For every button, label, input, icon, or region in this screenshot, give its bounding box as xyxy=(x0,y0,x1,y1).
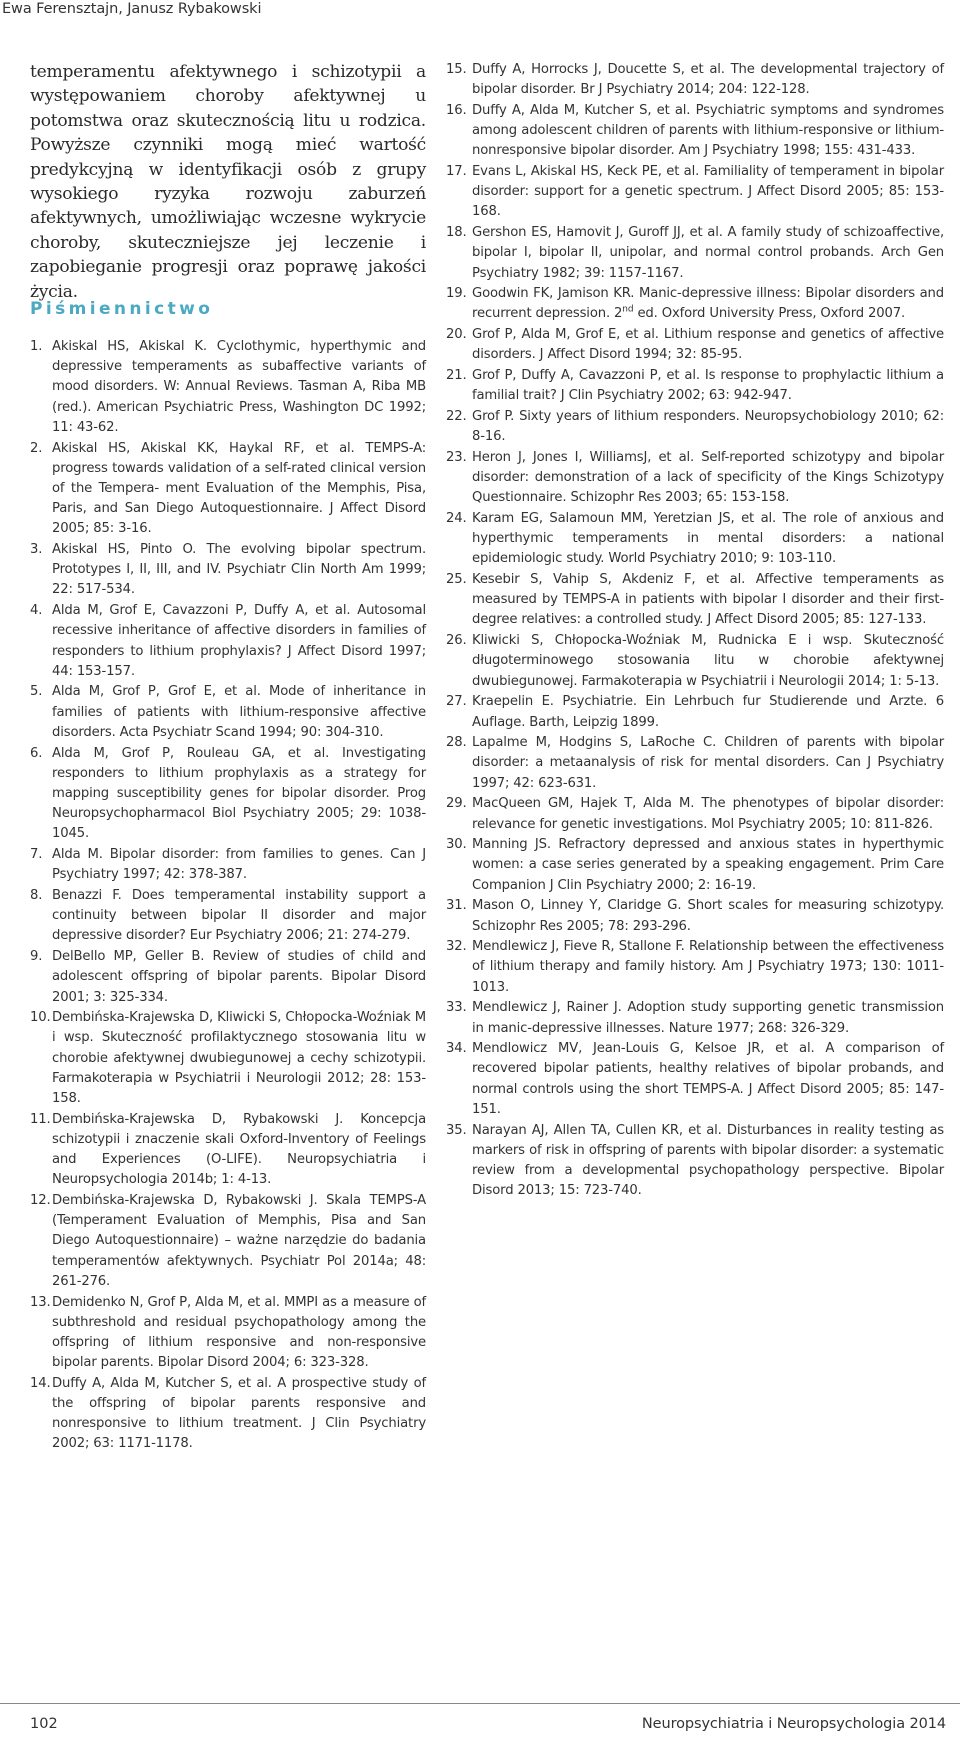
reference-number: 18. xyxy=(446,225,467,241)
reference-text: Mendlewicz J, Rainer J. Adoption study supporting genetic transmission in manic-depressive illnesses. Nature 1977; 268: 326-329. xyxy=(472,1000,944,1036)
right-column xyxy=(446,60,944,1202)
footer-divider xyxy=(0,1703,960,1704)
reference-item xyxy=(30,845,426,885)
reference-number: 34. xyxy=(446,1041,467,1057)
reference-number: 35. xyxy=(446,1122,467,1138)
reference-item xyxy=(446,1039,944,1120)
reference-item xyxy=(446,223,944,284)
reference-item xyxy=(446,937,944,998)
reference-text: Alda M, Grof E, Cavazzoni P, Duffy A, et al. Autosomal recessive inheritance of affective disorders in families of responders to lithium prophylaxis? J Affect Disord 1997; 44: 153-157. xyxy=(52,603,426,679)
reference-number: 30. xyxy=(446,837,467,853)
reference-number: 14. xyxy=(30,1375,51,1391)
left-column xyxy=(30,60,426,1452)
reference-number: 19. xyxy=(446,286,467,302)
reference-text-continued: ed. Oxford University Press, Oxford 2007. xyxy=(633,306,906,322)
reference-number: 15. xyxy=(446,62,467,77)
reference-text: Mendlewicz J, Fieve R, Stallone F. Relationship between the effectiveness of lithium therapy and family history. Am J Psychiatry 1973; 130: 1011-1013. xyxy=(472,939,944,995)
reference-text: Duffy A, Alda M, Kutcher S, et al. Psychiatric symptoms and syndromes among adolescent children of parents with lithium-responsive or lithium-nonresponsive bipolar disorder. Am J Psychiatry 1998; 155: 431-433. xyxy=(472,102,944,159)
reference-item xyxy=(30,1191,426,1292)
reference-number: 9. xyxy=(30,949,43,965)
reference-text: Mason O, Linney Y, Claridge G. Short scales for measuring schizotypy. Schizophr Res 2005; 78: 293-296. xyxy=(472,898,944,934)
reference-number: 4. xyxy=(30,603,43,619)
reference-text: Akiskal HS, Akiskal KK, Haykal RF, et al. TEMPS-A: progress towards validation of a self-rated clinical version of the Tempera- ment Evaluation of the Memphis, Pisa, Paris, and San Diego Autoquestionnaire. J Affect Disord 2005; 85: 3-16. xyxy=(52,440,426,537)
reference-item xyxy=(30,1008,426,1109)
reference-text: Dembińska-Krajewska D, Kliwicki S, Chłopocka-Woźniak M i wsp. Skuteczność profilaktycznego stosowania litu w chorobie afektywnej dwubiegunowej a cechy schizotypii. Farmakoterapia w Psychiatrii i Neurologii 2012; 28: 153-158. xyxy=(52,1010,426,1107)
reference-item xyxy=(30,1110,426,1191)
reference-item xyxy=(446,448,944,509)
reference-number: 13. xyxy=(30,1294,51,1310)
reference-text: Akiskal HS, Akiskal K. Cyclothymic, hyperthymic and depressive temperaments as subaffective variants of mood disorders. W: Annual Reviews. Tasman A, Riba MB (red.). American Psychiatric Press, Washington DC 1992; 11: 43-62. xyxy=(52,339,426,435)
reference-item xyxy=(446,162,944,223)
reference-item xyxy=(446,509,944,570)
reference-item xyxy=(446,896,944,936)
references-heading: Piśmiennictwo xyxy=(30,299,214,319)
reference-item xyxy=(30,682,426,743)
reference-item xyxy=(30,1293,426,1374)
reference-text: Heron J, Jones I, WilliamsJ, et al. Self-reported schizotypy and bipolar disorder: demonstration of a lack of specificity of the Kings Schizotypy Questionnaire. Schizophr Res 2003; 65: 153-158. xyxy=(472,449,944,506)
reference-text: Benazzi F. Does temperamental instability support a continuity between bipolar II disorder and major depressive disorder? Eur Psychiatry 2006; 21: 274-279. xyxy=(52,887,426,944)
reference-number: 1. xyxy=(30,339,43,354)
reference-item xyxy=(30,540,426,601)
reference-number: 17. xyxy=(446,164,467,180)
reference-text: Evans L, Akiskal HS, Keck PE, et al. Familiality of temperament in bipolar disorder: support for a genetic spectrum. J Affect Disord 2005; 85: 153-168. xyxy=(472,164,944,220)
reference-text: Demidenko N, Grof P, Alda M, et al. MMPI as a measure of subthreshold and residual psychopathology among the offspring of lithium responsive and non-responsive bipolar parents. Bipolar Disord 2004; 6: 323-328. xyxy=(52,1294,426,1371)
reference-text: MacQueen GM, Hajek T, Alda M. The phenotypes of bipolar disorder: relevance for genetic investigations. Mol Psychiatry 2005; 10: 811-826. xyxy=(472,796,944,832)
reference-item xyxy=(446,1121,944,1202)
reference-text: Alda M, Grof P, Rouleau GA, et al. Investigating responders to lithium prophylaxis as a strategy for mapping susceptibility genes for bipolar disorder. Prog Neuropsychopharmacol Biol Psychiatry 2005; 29: 1038-1045. xyxy=(52,745,426,842)
reference-text: Duffy A, Horrocks J, Doucette S, et al. The developmental trajectory of bipolar disorder. Br J Psychiatry 2014; 204: 122-128. xyxy=(472,62,944,98)
reference-item xyxy=(30,1374,426,1455)
reference-text: Alda M, Grof P, Grof E, et al. Mode of inheritance in families of patients with lithium-responsive affective disorders. Acta Psychiatr Scand 1994; 90: 304-310. xyxy=(52,684,426,740)
reference-item xyxy=(446,733,944,794)
reference-item xyxy=(30,886,426,947)
reference-number: 5. xyxy=(30,684,43,700)
journal-name: Neuropsychiatria i Neuropsychologia 2014 xyxy=(641,1716,946,1732)
reference-superscript: nd xyxy=(622,305,634,316)
reference-text: Grof P, Alda M, Grof E, et al. Lithium response and genetics of affective disorders. J Affect Disord 1994; 32: 85-95. xyxy=(472,327,944,363)
reference-number: 10. xyxy=(30,1010,51,1026)
reference-number: 31. xyxy=(446,898,467,914)
reference-item xyxy=(30,439,426,540)
reference-item xyxy=(30,601,426,682)
reference-number: 16. xyxy=(446,102,467,118)
references-list-left xyxy=(30,337,426,1455)
reference-item xyxy=(30,337,426,438)
reference-text: Akiskal HS, Pinto O. The evolving bipolar spectrum. Prototypes I, II, III, and IV. Psychiatr Clin North Am 1999; 22: 517-534. xyxy=(52,542,426,598)
reference-text: DelBello MP, Geller B. Review of studies of child and adolescent offspring of bipolar parents. Bipolar Disord 2001; 3: 325-334. xyxy=(52,949,426,1005)
reference-item xyxy=(446,284,944,324)
reference-number: 11. xyxy=(30,1111,51,1127)
page-number: 102 xyxy=(30,1716,58,1732)
reference-text: Grof P. Sixty years of lithium responders. Neuropsychobiology 2010; 62: 8-16. xyxy=(472,408,944,445)
reference-item xyxy=(446,101,944,162)
reference-number: 12. xyxy=(30,1193,51,1209)
reference-item xyxy=(30,947,426,1008)
reference-text: Lapalme M, Hodgins S, LaRoche C. Children of parents with bipolar disorder: a metaanalysis of risk for mental disorders. Can J Psychiatry 1997; 42: 623-631. xyxy=(472,735,944,791)
reference-item xyxy=(446,366,944,406)
reference-text: Narayan AJ, Allen TA, Cullen KR, et al. Disturbances in reality testing as markers of risk in offspring of parents with bipolar disorder: a systematic review from a developmental psychopathology perspective. Bipolar Disord 2013; 15: 723-740. xyxy=(472,1122,944,1199)
reference-number: 3. xyxy=(30,542,43,558)
reference-item xyxy=(446,692,944,732)
reference-text: Kesebir S, Vahip S, Akdeniz F, et al. Affective temperaments as measured by TEMPS-A in patients with bipolar I disorder and their first-degree relatives: a controlled study. J Affect Disord 2005; 85: 127-133. xyxy=(472,572,944,628)
reference-number: 26. xyxy=(446,633,467,649)
reference-item xyxy=(446,325,944,365)
reference-text: Dembińska-Krajewska D, Rybakowski J. Koncepcja schizotypii i znaczenie skali Oxford-Inventory of Feelings and Experiences (O-LIFE). Neuropsychiatria i Neuropsychologia 2014b; 1: 4-13. xyxy=(52,1111,426,1188)
reference-number: 29. xyxy=(446,796,467,812)
reference-text: Duffy A, Alda M, Kutcher S, et al. A prospective study of the offspring of bipolar parents responsive and nonresponsive to lithium treatment. J Clin Psychiatry 2002; 63: 1171-1178. xyxy=(52,1375,426,1452)
reference-number: 28. xyxy=(446,735,467,751)
reference-item xyxy=(446,998,944,1038)
reference-text: Kraepelin E. Psychiatrie. Ein Lehrbuch fur Studierende und Arzte. 6 Auflage. Barth, Leipzig 1899. xyxy=(472,694,944,730)
reference-number: 25. xyxy=(446,572,467,588)
reference-text: Mendlowicz MV, Jean-Louis G, Kelsoe JR, et al. A comparison of recovered bipolar patients, healthy relatives of bipolar probands, and normal controls using the short TEMPS-A. J Affect Disord 2005; 85: 147-151. xyxy=(472,1041,944,1117)
running-head-authors: Ewa Ferensztajn, Janusz Rybakowski xyxy=(2,1,262,17)
reference-text: Karam EG, Salamoun MM, Yeretzian JS, et al. The role of anxious and hyperthymic temperaments in mental disorders: a national epidemiologic study. World Psychiatry 2010; 9: 103-110. xyxy=(472,510,944,567)
reference-number: 22. xyxy=(446,408,467,424)
body-paragraph: temperamentu afektywnego i schizotypii a występowaniem choroby afektywnej u potomstwa oraz skutecznością litu u rodzica. Powyższe czynniki mogą mieć wartość predykcyjną w identyfikacji osób z grupy wysokiego ryzyka rozwoju zaburzeń afektywnych, umożliwiając wczesne wykrycie choroby, skuteczniejsze jej leczenie i zapobieganie progresji oraz poprawę jakości życia. xyxy=(30,62,426,302)
reference-number: 21. xyxy=(446,368,467,384)
reference-text: Dembińska-Krajewska D, Rybakowski J. Skala TEMPS-A (Temperament Evaluation of Memphis, Pisa and San Diego Autoquestionnaire) – ważne narzędzie do badania temperamentów afektywnych. Psychiatr Pol 2014a; 48: 261-276. xyxy=(52,1193,426,1289)
reference-item xyxy=(446,794,944,834)
reference-number: 23. xyxy=(446,449,467,465)
reference-item xyxy=(446,60,944,100)
reference-text: Grof P, Duffy A, Cavazzoni P, et al. Is response to prophylactic lithium a familial trait? J Clin Psychiatry 2002; 63: 942-947. xyxy=(472,368,944,404)
reference-number: 24. xyxy=(446,510,467,526)
references-list-right xyxy=(446,60,944,1201)
reference-text: Manning JS. Refractory depressed and anxious states in hyperthymic women: a case series generated by a speaking engagement. Prim Care Companion J Clin Psychiatry 2000; 2: 16-19. xyxy=(472,837,944,893)
reference-item xyxy=(30,744,426,845)
reference-item xyxy=(446,631,944,692)
reference-item xyxy=(446,570,944,631)
reference-text: Gershon ES, Hamovit J, Guroff JJ, et al. A family study of schizoaffective, bipolar I, bipolar II, unipolar, and normal control probands. Arch Gen Psychiatry 1982; 39: 1157-1167. xyxy=(472,225,944,281)
reference-number: 7. xyxy=(30,847,43,863)
reference-text: Alda M. Bipolar disorder: from families to genes. Can J Psychiatry 1997; 42: 378-387. xyxy=(52,847,426,883)
reference-number: 6. xyxy=(30,745,43,761)
reference-text: Kliwicki S, Chłopocka-Woźniak M, Rudnicka E i wsp. Skuteczność długoterminowego stosowania litu w chorobie afektywnej dwubiegunowej. Farmakoterapia w Psychiatrii i Neurologii 2014; 1: 5-13. xyxy=(472,633,944,689)
reference-item xyxy=(446,407,944,447)
reference-number: 32. xyxy=(446,939,467,955)
reference-number: 20. xyxy=(446,327,467,343)
reference-number: 2. xyxy=(30,440,43,456)
reference-number: 27. xyxy=(446,694,467,710)
reference-text: Goodwin FK, Jamison KR. Manic-depressive illness: Bipolar disorders and recurrent depression. 2 xyxy=(472,286,944,322)
reference-item xyxy=(446,835,944,896)
reference-number: 33. xyxy=(446,1000,467,1016)
reference-number: 8. xyxy=(30,887,43,903)
